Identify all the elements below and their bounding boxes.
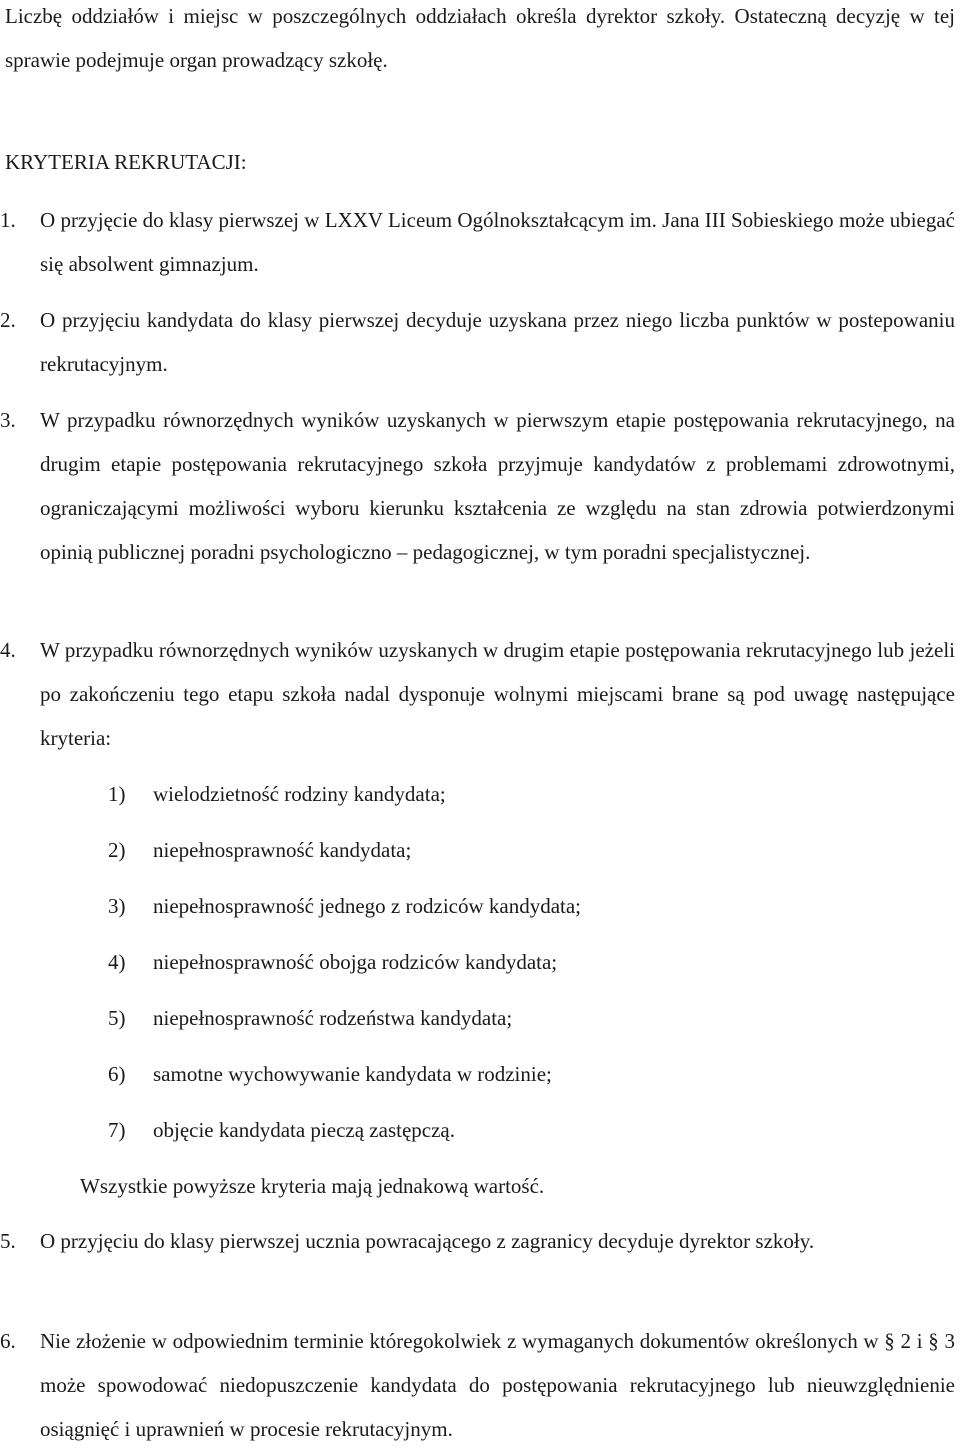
list-item	[0, 1219, 955, 1263]
criteria-item	[108, 996, 512, 1040]
criteria-text: niepełnosprawność obojga rodziców kandydata;	[153, 950, 558, 974]
list-item-text: O przyjęciu kandydata do klasy pierwszej decyduje uzyskana przez niego liczba punktów w postepowaniu rekrutacyjnym.	[40, 308, 955, 376]
criteria-text: niepełnosprawność jednego z rodziców kandydata;	[153, 894, 582, 918]
criteria-number: 7)	[108, 1118, 126, 1142]
list-item-number: 4.	[0, 638, 16, 662]
criteria-text: niepełnosprawność kandydata;	[153, 838, 412, 862]
criteria-number: 4)	[108, 950, 126, 974]
list-item	[0, 198, 955, 286]
section-heading: KRYTERIA REKRUTACJI:	[5, 150, 247, 174]
list-item	[0, 628, 955, 760]
list-item-text: W przypadku równorzędnych wyników uzyskanych w pierwszym etapie postępowania rekrutacyjnego, na drugim etapie postępowania rekrutacyjnego szkoła przyjmuje kandydatów z problemami zdrowotnymi, ograniczającymi możliwości wyboru kierunku kształcenia ze względu na stan zdrowia potwierdzonymi opinią publicznej poradni psychologiczno – pedagogicznej, w tym poradni specjalistycznej.	[40, 408, 955, 564]
criteria-text: objęcie kandydata pieczą zastępczą.	[153, 1118, 455, 1142]
criteria-number: 1)	[108, 782, 126, 806]
list-item-number: 5.	[0, 1229, 16, 1253]
criteria-item	[108, 884, 581, 928]
criteria-text: wielodzietność rodziny kandydata;	[153, 782, 446, 806]
criteria-number: 3)	[108, 894, 126, 918]
list-item	[0, 298, 955, 386]
criteria-item	[108, 772, 446, 816]
list-item	[0, 1319, 955, 1451]
criteria-item	[108, 940, 557, 984]
list-item-text: O przyjęciu do klasy pierwszej ucznia powracającego z zagranicy decyduje dyrektor szkoły.	[40, 1229, 815, 1253]
criteria-item	[108, 828, 411, 872]
criteria-text: niepełnosprawność rodzeństwa kandydata;	[153, 1006, 513, 1030]
criteria-item	[108, 1052, 552, 1096]
criteria-note: Wszystkie powyższe kryteria mają jednakową wartość.	[80, 1174, 545, 1198]
list-item-number: 1.	[0, 208, 16, 232]
criteria-text: samotne wychowywanie kandydata w rodzinie;	[153, 1062, 552, 1086]
list-item-number: 3.	[0, 408, 16, 432]
criteria-number: 6)	[108, 1062, 126, 1086]
list-item	[0, 398, 955, 574]
list-item-text: Nie złożenie w odpowiednim terminie któregokolwiek z wymaganych dokumentów określonych w § 2 i § 3 może spowodować niedopuszczenie kandydata do postępowania rekrutacyjnego lub nieuwzględnienie osiągnięć i uprawnień w procesie rekrutacyjnym.	[40, 1329, 955, 1441]
criteria-number: 2)	[108, 838, 126, 862]
criteria-item	[108, 1108, 455, 1152]
list-item-text: O przyjęcie do klasy pierwszej w LXXV Liceum Ogólnokształcącym im. Jana III Sobieskiego może ubiegać się absolwent gimnazjum.	[40, 208, 955, 276]
intro-paragraph: Liczbę oddziałów i miejsc w poszczególnych oddziałach określa dyrektor szkoły. Ostateczną decyzję w tej sprawie podejmuje organ prowadzący szkołę.	[5, 4, 955, 72]
list-item-text: W przypadku równorzędnych wyników uzyskanych w drugim etapie postępowania rekrutacyjnego lub jeżeli po zakończeniu tego etapu szkoła nadal dysponuje wolnymi miejscami brane są pod uwagę następujące kryteria:	[40, 638, 955, 750]
criteria-number: 5)	[108, 1006, 126, 1030]
list-item-number: 2.	[0, 308, 16, 332]
list-item-number: 6.	[0, 1329, 16, 1353]
